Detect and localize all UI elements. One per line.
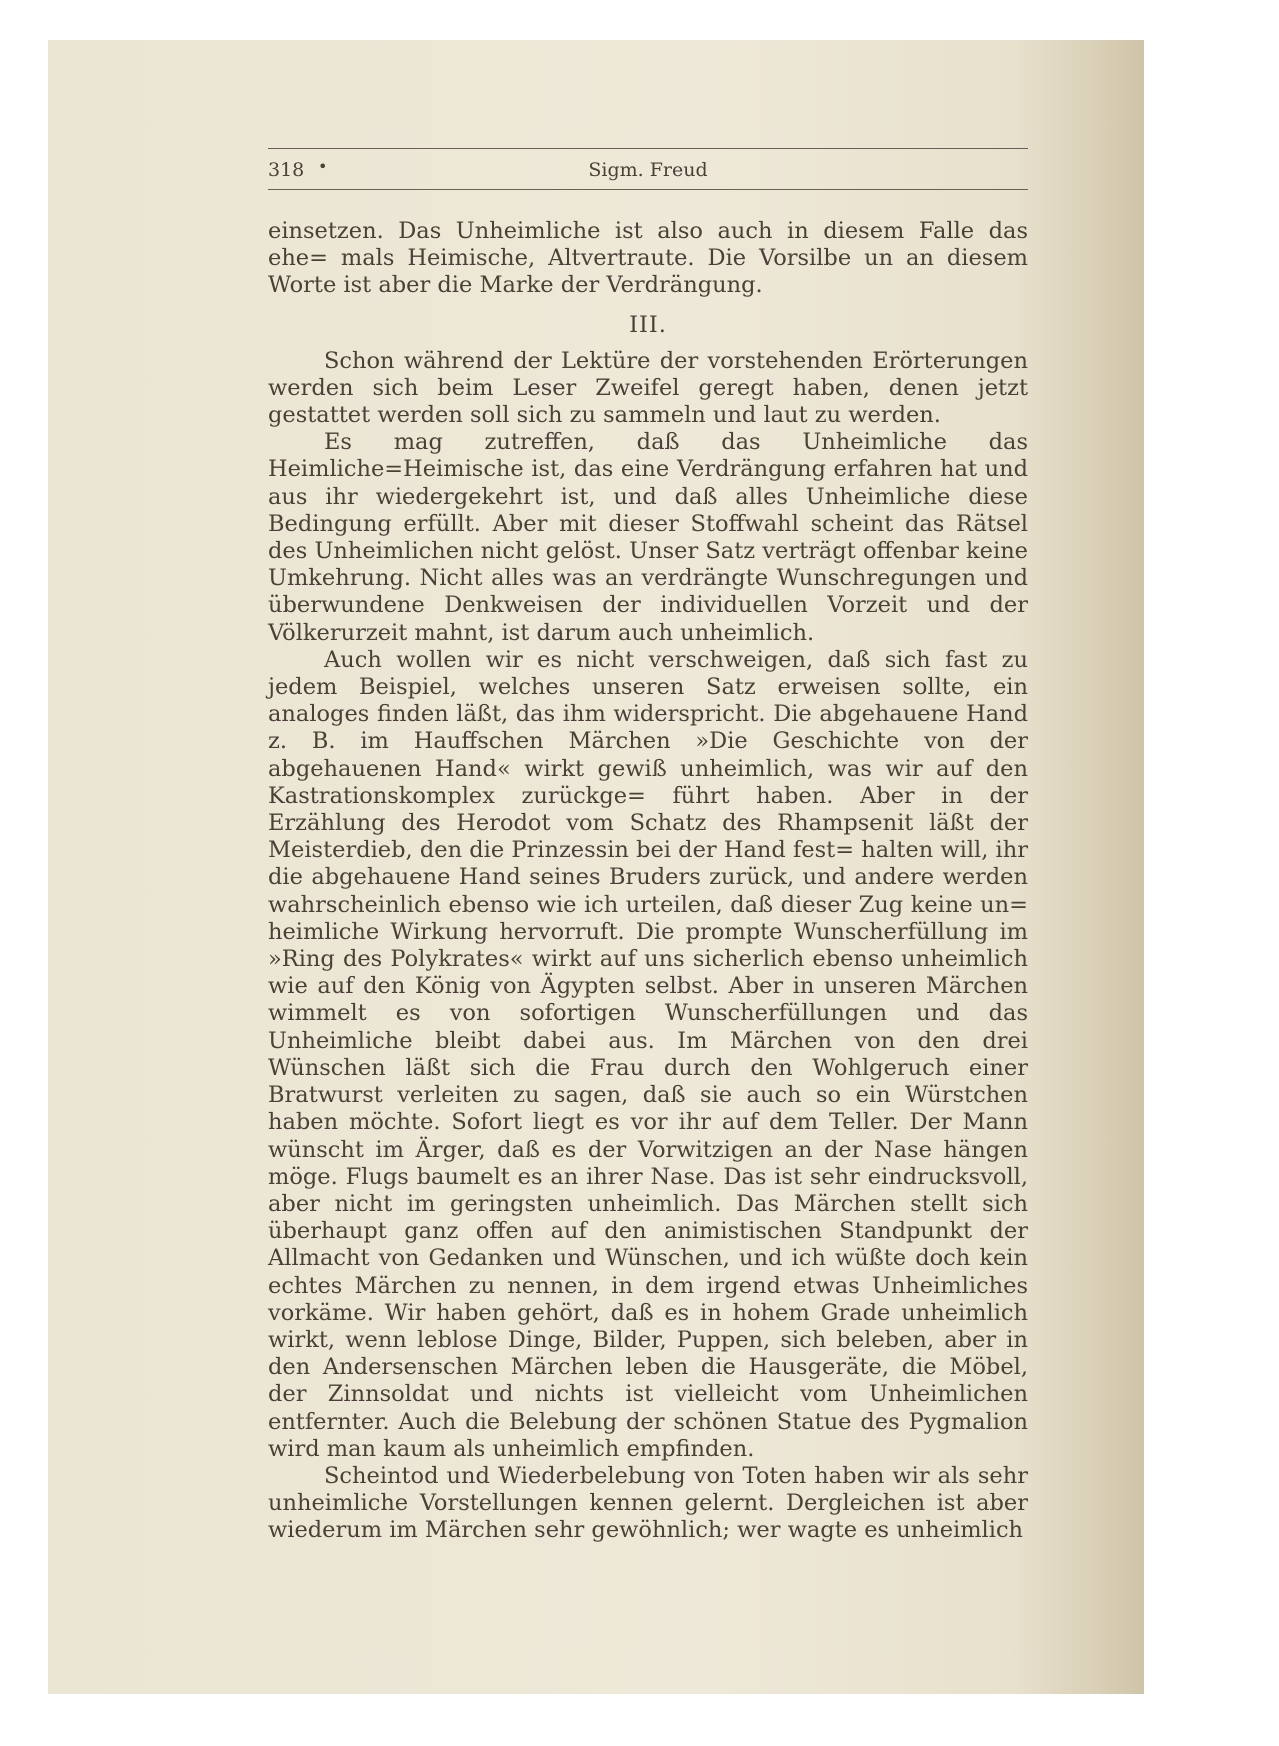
page-number: 318 bbox=[268, 159, 305, 181]
running-header bbox=[268, 148, 1028, 190]
section-heading: III. bbox=[629, 311, 667, 338]
paragraph: Es mag zutreffen, daß das Unheimliche das Heimliche=Heimische ist, das eine Verdrängung erfahren hat und aus ihr wiedergekehrt ist, und daß alles Unheimliche diese Bedingung erfüllt. Aber mit dieser Stoffwahl scheint das Rätsel des Unheimlichen nicht gelöst. Unser Satz verträgt offenbar keine Umkehrung. Nicht alles was an verdrängte Wunschregungen und überwundene Denkweisen der individuellen Vorzeit und der Völkerurzeit mahnt, ist darum auch unheimlich. bbox=[268, 429, 1028, 646]
header-mark: • bbox=[318, 157, 328, 176]
paragraph: Schon während der Lektüre der vorstehenden Erörterungen werden sich beim Leser Zweifel geregt haben, denen jetzt gestattet werden soll sich zu sammeln und laut zu werden. bbox=[268, 347, 1028, 429]
paragraph-continuation: einsetzen. Das Unheimliche ist also auch in diesem Falle das ehe= mals Heimische, Altvertraute. Die Vorsilbe un an diesem Worte ist aber die Marke der Verdrängung. bbox=[268, 218, 1028, 299]
paragraph: Auch wollen wir es nicht verschweigen, daß sich fast zu jedem Beispiel, welches unseren Satz erweisen sollte, ein analoges finden läßt, das ihm widerspricht. Die abgehauene Hand z. B. im Hauffschen Märchen »Die Geschichte von der abgehauenen Hand« wirkt gewiß unheimlich, was wir auf den Kastrationskomplex zurückge= führt haben. Aber in der Erzählung des Herodot vom Schatz des Rhampsenit läßt der Meisterdieb, den die Prinzessin bei der Hand fest= halten will, ihr die abgehauene Hand seines Bruders zurück, und andere werden wahrscheinlich ebenso wie ich urteilen, daß dieser Zug keine un= heimliche Wirkung hervorruft. Die prompte Wunscherfüllung im »Ring des Polykrates« wirkt auf uns sicherlich ebenso unheimlich wie auf den König von Ägypten selbst. Aber in unseren Märchen wimmelt es von sofortigen Wunscherfüllungen und das Unheimliche bleibt dabei aus. Im Märchen von den drei Wünschen läßt sich die Frau durch den Wohlgeruch einer Bratwurst verleiten zu sagen, daß sie auch so ein Würstchen haben möchte. Sofort liegt es vor ihr auf dem Teller. Der Mann wünscht im Ärger, daß es der Vorwitzigen an der Nase hängen möge. Flugs baumelt es an ihrer Nase. Das ist sehr eindrucksvoll, aber nicht im geringsten unheimlich. Das Märchen stellt sich überhaupt ganz offen auf den animistischen Standpunkt der Allmacht von Gedanken und Wünschen, und ich wüßte doch kein echtes Märchen zu nennen, in dem irgend etwas Unheimliches vorkäme. Wir haben gehört, daß es in hohem Grade unheimlich wirkt, wenn leblose Dinge, Bilder, Puppen, sich beleben, aber in den Andersenschen Märchen leben die Hausgeräte, die Möbel, der Zinnsoldat und nichts ist vielleicht vom Unheimlichen entfernter. Auch die Belebung der schönen Statue des Pygmalion wird man kaum als unheimlich empfinden. bbox=[268, 646, 1028, 1462]
paragraph: Scheintod und Wiederbelebung von Toten haben wir als sehr unheimliche Vorstellungen kennen gelernt. Dergleichen ist aber wiederum im Märchen sehr gewöhnlich; wer wagte es unheimlich bbox=[268, 1462, 1028, 1544]
header-author: Sigm. Freud bbox=[588, 159, 708, 181]
page-content bbox=[268, 148, 1028, 1545]
